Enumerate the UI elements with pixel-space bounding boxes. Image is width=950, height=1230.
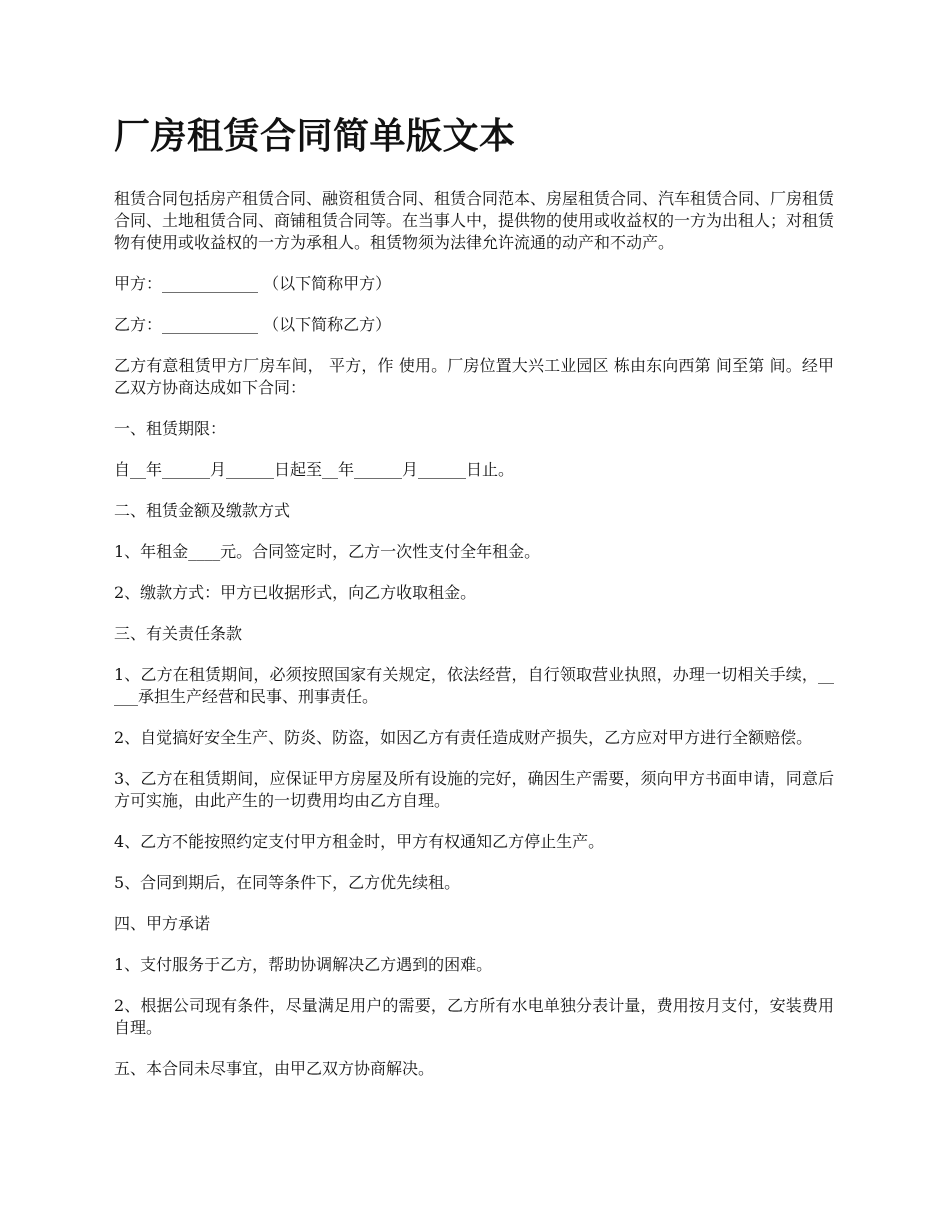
commitment-clause-2: 2、根据公司现有条件，尽量满足用户的需要，乙方所有水电单独分表计量，费用按月支付，安装费用自理。 xyxy=(114,996,834,1037)
document-page xyxy=(114,112,834,1099)
section-heading-misc: 五、本合同未尽事宜，由甲乙双方协商解决。 xyxy=(114,1059,435,1078)
liability-clause-1: 1、乙方在租赁期间，必须按照国家有关规定，依法经营，自行领取营业执照，办理一切相关手续，_____承担生产经营和民事、刑事责任。 xyxy=(114,665,834,706)
liability-clause-2: 2、自觉搞好安全生产、防炎、防盗，如因乙方有责任造成财产损失，乙方应对甲方进行全额赔偿。 xyxy=(114,728,813,747)
lease-term-line: 自__年______月______日起至__年______月______日止。 xyxy=(114,460,515,479)
payment-clause-1: 1、年租金____元。合同签定时，乙方一次性支付全年租金。 xyxy=(114,542,541,561)
liability-clause-3: 3、乙方在租赁期间，应保证甲方房屋及所有设施的完好，确因生产需要，须向甲方书面申请，同意后方可实施，由此产生的一切费用均由乙方自理。 xyxy=(114,769,834,810)
section-heading-payment: 二、租赁金额及缴款方式 xyxy=(114,501,291,520)
section-heading-liability: 三、有关责任条款 xyxy=(114,624,243,643)
lease-intent-paragraph: 乙方有意租赁甲方厂房车间， 平方，作 使用。厂房位置大兴工业园区 栋由东向西第 间至第 间。经甲乙双方协商达成如下合同： xyxy=(114,356,834,397)
liability-clause-5: 5、合同到期后，在同等条件下，乙方优先续租。 xyxy=(114,873,461,892)
commitment-clause-1: 1、支付服务于乙方，帮助协调解决乙方遇到的困难。 xyxy=(114,955,493,974)
party-a-line: 甲方：____________ （以下简称甲方） xyxy=(114,274,392,293)
payment-clause-2: 2、缴款方式：甲方已收据形式，向乙方收取租金。 xyxy=(114,583,477,602)
section-heading-commitment: 四、甲方承诺 xyxy=(114,914,211,933)
document-title: 厂房租赁合同简单版文本 xyxy=(114,115,516,157)
section-heading-term: 一、租赁期限： xyxy=(114,419,227,438)
liability-clause-4: 4、乙方不能按照约定支付甲方租金时，甲方有权通知乙方停止生产。 xyxy=(114,832,605,851)
intro-paragraph: 租赁合同包括房产租赁合同、融资租赁合同、租赁合同范本、房屋租赁合同、汽车租赁合同、厂房租赁合同、土地租赁合同、商铺租赁合同等。在当事人中，提供物的使用或收益权的一方为出租人；对租赁物有使用或收益权的一方为承租人。租赁物须为法律允许流通的动产和不动产。 xyxy=(114,189,835,252)
party-b-line: 乙方：____________ （以下简称乙方） xyxy=(114,315,392,334)
